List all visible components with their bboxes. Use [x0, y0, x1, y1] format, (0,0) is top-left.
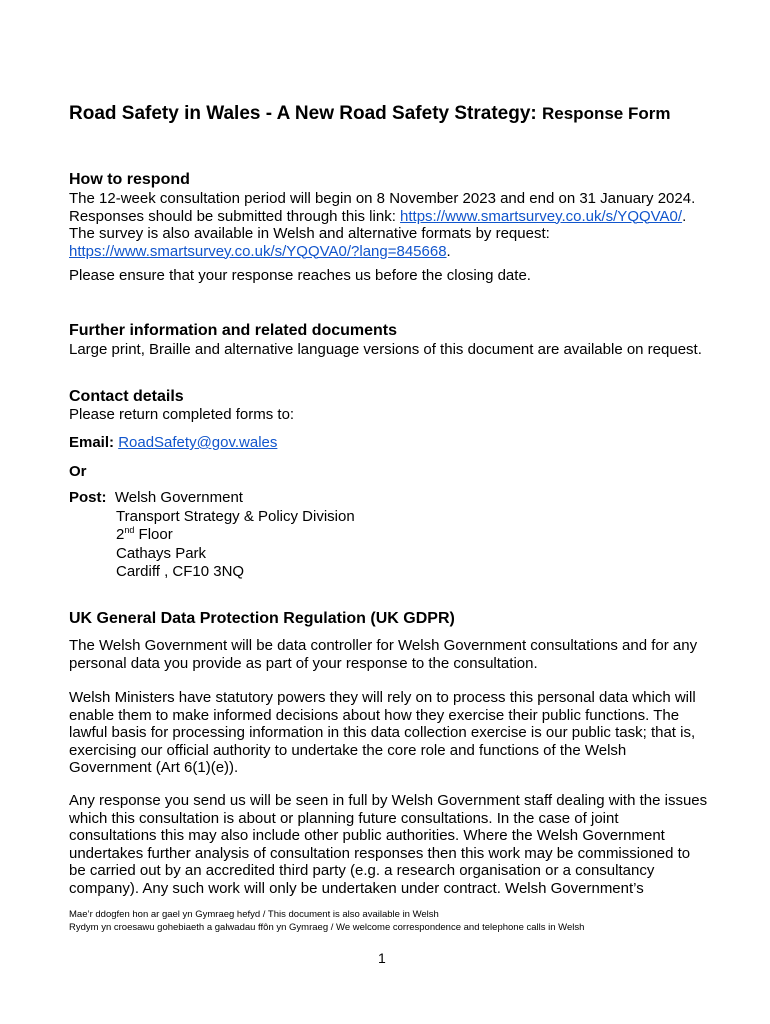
- address-line-4: Cathays Park: [116, 544, 207, 562]
- gdpr-paragraph-2: Welsh Ministers have statutory powers they will rely on to process this personal data which will enable them to make informed decisions about how they exercise their public functions. The lawful basis for processing information in this data collection exercise is our public task; that is, exercising our official authority to undertake the core role and functions of the Welsh Government (Art 6(1)(e)).: [69, 689, 696, 776]
- email-link[interactable]: RoadSafety@gov.wales: [118, 434, 278, 451]
- floor-ordinal: nd: [124, 525, 135, 535]
- closing-date-note: Please ensure that your response reaches us before the closing date.: [69, 267, 531, 284]
- post-first-line: [69, 489, 243, 506]
- survey-welsh-link[interactable]: https://www.smartsurvey.co.uk/s/YQQVA0/?lang=845668: [69, 242, 447, 260]
- title-small: Response Form: [542, 104, 671, 123]
- or-label: Or: [69, 463, 87, 480]
- gdpr-paragraph-1: The Welsh Government will be data controller for Welsh Government consultations and for any personal data you provide as part of your response to the consultation.: [69, 637, 698, 672]
- email-line: [69, 434, 709, 452]
- footer-welsh-correspondence: Rydym yn croesawu gohebiaeth a galwadau ffôn yn Gymraeg / We welcome correspondence and telephone calls in Welsh: [69, 922, 585, 933]
- postal-address: [69, 489, 709, 582]
- contact-details-heading: Contact details: [69, 388, 184, 405]
- how-to-respond-text-a: The 12-week consultation period will begin on 8 November 2023 and end on 31 January 2024. Responses should be submitted through this link:: [69, 190, 696, 225]
- post-label: Post:: [69, 489, 107, 506]
- further-info-heading: Further information and related documents: [69, 322, 398, 339]
- survey-link[interactable]: https://www.smartsurvey.co.uk/s/YQQVA0/: [400, 207, 683, 225]
- address-line-5: Cardiff , CF10 3NQ: [116, 563, 245, 580]
- how-to-respond-text-b: . The survey is also available in Welsh and alternative formats by request:: [69, 207, 687, 242]
- footer-welsh-availability: Mae’r ddogfen hon ar gael yn Gymraeg hefyd / This document is also available in Welsh: [69, 909, 439, 920]
- address-line-2: Transport Strategy & Policy Division: [116, 507, 355, 525]
- email-label: Email:: [69, 434, 115, 451]
- how-to-respond-text-c: .: [446, 242, 451, 260]
- contact-intro: Please return completed forms to:: [69, 406, 295, 423]
- floor-text: Floor: [134, 526, 173, 543]
- gdpr-paragraph-3: Any response you send us will be seen in full by Welsh Government staff dealing with the issues which this consultation is about or planning future consultations. In the case of joint consultations this may also include other public authorities. Where the Welsh Government undertakes further analysis of consultation responses then this work may be commissioned to be carried out by an accredited third party (e.g. a research organisation or a consultancy company). Any such work will only be undertaken under contract. Welsh Government’s: [69, 792, 708, 897]
- how-to-respond-paragraph: [69, 190, 709, 260]
- address-line-3: [69, 526, 709, 545]
- how-to-respond-heading: How to respond: [69, 171, 190, 188]
- title-main: Road Safety in Wales - A New Road Safety Strategy:: [69, 103, 542, 124]
- further-info-paragraph: Large print, Braille and alternative language versions of this document are available on request.: [69, 341, 702, 358]
- address-line-1: Welsh Government: [114, 489, 243, 506]
- page-number: 1: [378, 950, 386, 966]
- document-title: [69, 103, 719, 125]
- floor-number: 2: [116, 526, 125, 543]
- gdpr-heading: UK General Data Protection Regulation (UK GDPR): [69, 610, 455, 627]
